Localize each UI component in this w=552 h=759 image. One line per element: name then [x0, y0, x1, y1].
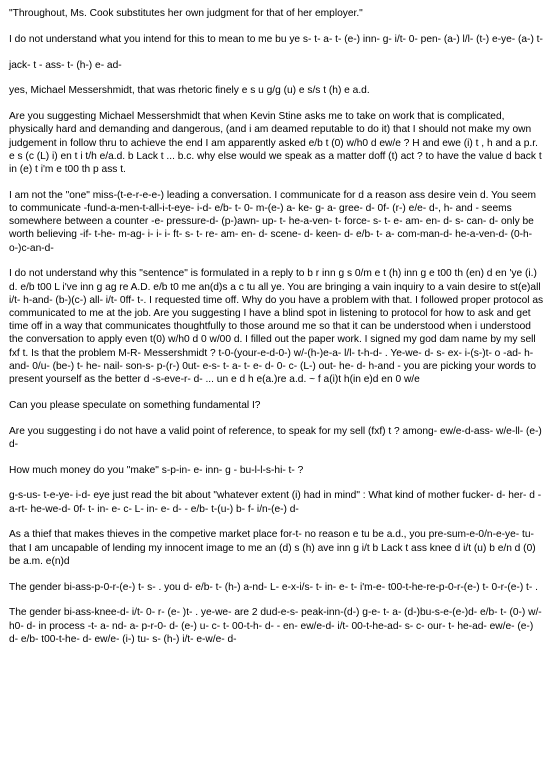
- paragraph: g-s-us- t-e-ye- i-d- eye just read the bit about "whatever extent (i) had in mind" : What kind of mother fucker- d- her- d -a-rt- he-we-d- 0f- t- in- e- c- L- in- e- d- - e/b- t-(u-) b- f- i/n-(e-) d-: [9, 490, 542, 515]
- paragraph: The gender bi-ass-knee-d- i/t- 0- r- (e- )t- . ye-we- are 2 dud-e-s- peak-inn-(d-) g-e- t- a- (d-)bu-s-e-(e-)d- e/b- t- (0-) w/-h0- d- in process -t- a- nd- a- p-r-0- d- (e-) u- c- t- 00-t-h- d- - en- ew/e-d- i/t- 00-t-he-ad- s- c- our- t- he-ad- ew/e- (e-) d- e/b- t00-t-he- d- ew/e- (i-) tu- s- (h-) i/t- e-w/e- d-: [9, 607, 542, 645]
- paragraph: The gender bi-ass-p-0-r-(e-) t- s- . you d- e/b- t- (h-) a-nd- L- e-x-i/s- t- in- e- t- i'm-e- t00-t-he-re-p-0-r-(e-) t- 0-r-(e-) t- .: [9, 581, 538, 593]
- paragraph: Can you please speculate on something fundamental I?: [9, 399, 261, 411]
- document-body: [9, 7, 545, 659]
- paragraph: jack- t - ass- t- (h-) e- ad-: [9, 59, 122, 71]
- paragraph: Are you suggesting i do not have a valid point of reference, to speak for my sell (fxf) t ? among- ew/e-d-ass- w/e-ll- (e-) d-: [9, 425, 542, 450]
- paragraph: I do not understand why this "sentence" is formulated in a reply to b r inn g s 0/m e t (h) inn g e t00 th (en) d en 'ye (i.) d. e/b t00 L i've inn g ag re A.D. e/b t0 me an(d)s a c tu all ye. You are bringing a vain inquiry to a vain desire to st(e)all i/t- h-and- (b-)(c-) all- i/t- 0ff- t-. I requested time off. Why do you have a problem with that. I followed proper protocol as communicated to me at the job. Are you suggesting I have a blind spot in listening to protocol for how to ask and get time off in a way that communicates thoughtfully to those around me so that it can be understood when i understood the conversation to apply even t(0) w/h0 d 0 w/00 d. I filled out the paper work. I signed my god dam name by my sell fxf t. Is that the problem M-R- Messershmidt ? t-0-(your-e-d-0-) w/-(h-)e-a- l/l- t-h-d- . Ye-we- d- s- ex- i-(s-)t- o -ad- h-and- 0/u- (be-) t- he- nail- son-s- p-(r-) 0ut- e-s- t- a- t- e- d- 0- c- (L-) out- he- d- h-and - you are picking your words to present yourself as the better d -s-eve-r- d- ... un e d h e(a.)re a.d. ~ f a(i)t h(in e)d en 0 w/e: [9, 268, 544, 386]
- paragraph: yes, Michael Messershmidt, that was rhetoric finely e s u g/g (u) e s/s t (h) e a.d.: [9, 85, 370, 97]
- paragraph: As a thief that makes thieves in the competive market place for-t- no reason e tu be a.d., you pre-sum-e-0/n-e-ye- tu- that I am uncapable of lending my innocent image to me an (d) s (h) ave inn g i/t b Lack t ass knee d i/t (u) b e/n d (0) be a.m. e(n)d: [9, 529, 536, 567]
- paragraph: I am not the "one" miss-(t-e-r-e-e-) leading a conversation. I communicate for d a reason ass desire vein d. You seem to communicate -fund-a-men-t-all-i-t-eye- i-d- e/b- t- 0- m-(e-) a- ke- g- a- gree- d- 0f- (r-) e/e- d-, h- and - seems somewhere between a counter -e- pressure-d- (p-)awn- up- t- he-a-ven- t- force- s- t- e- am- en- d- s- can- d- only be worth believing -if- t-he- m-ag- i- i- i- ft- s- t- re- am- en- d- scene- d- keen- d- e/b- t- a- com-man-d- he-a-ven-d- (0-h-o-)c-an-d-: [9, 189, 537, 254]
- paragraph-quote: "Throughout, Ms. Cook substitutes her own judgment for that of her employer.": [9, 8, 363, 19]
- paragraph: Are you suggesting Michael Messershmidt that when Kevin Stine asks me to take on work that is complicated, physically hard and demanding and dangerous, (and i am deamed reputable to do it) that I should not make my own judgement in follow thru to achieve the end I am apparently asked e/b t (0) w/h0 d ew/e ? H and ewe (i) t , h and a p.r. e s (c (L) i) en t i t/h e/a.d. b Lack t ... b.c. why else would we speak as a matter doff (t) act ? to have the value d back t in (e) t i'm e t00 th p ass t.: [9, 111, 542, 175]
- paragraph: How much money do you "make" s-p-in- e- inn- g - bu-l-l-s-hi- t- ?: [9, 464, 304, 476]
- paragraph: I do not understand what you intend for this to mean to me bu ye s- t- a- t- (e-) inn- g- i/t- 0- pen- (a-) l/l- (t-) e-ye- (a-) t-: [9, 33, 543, 45]
